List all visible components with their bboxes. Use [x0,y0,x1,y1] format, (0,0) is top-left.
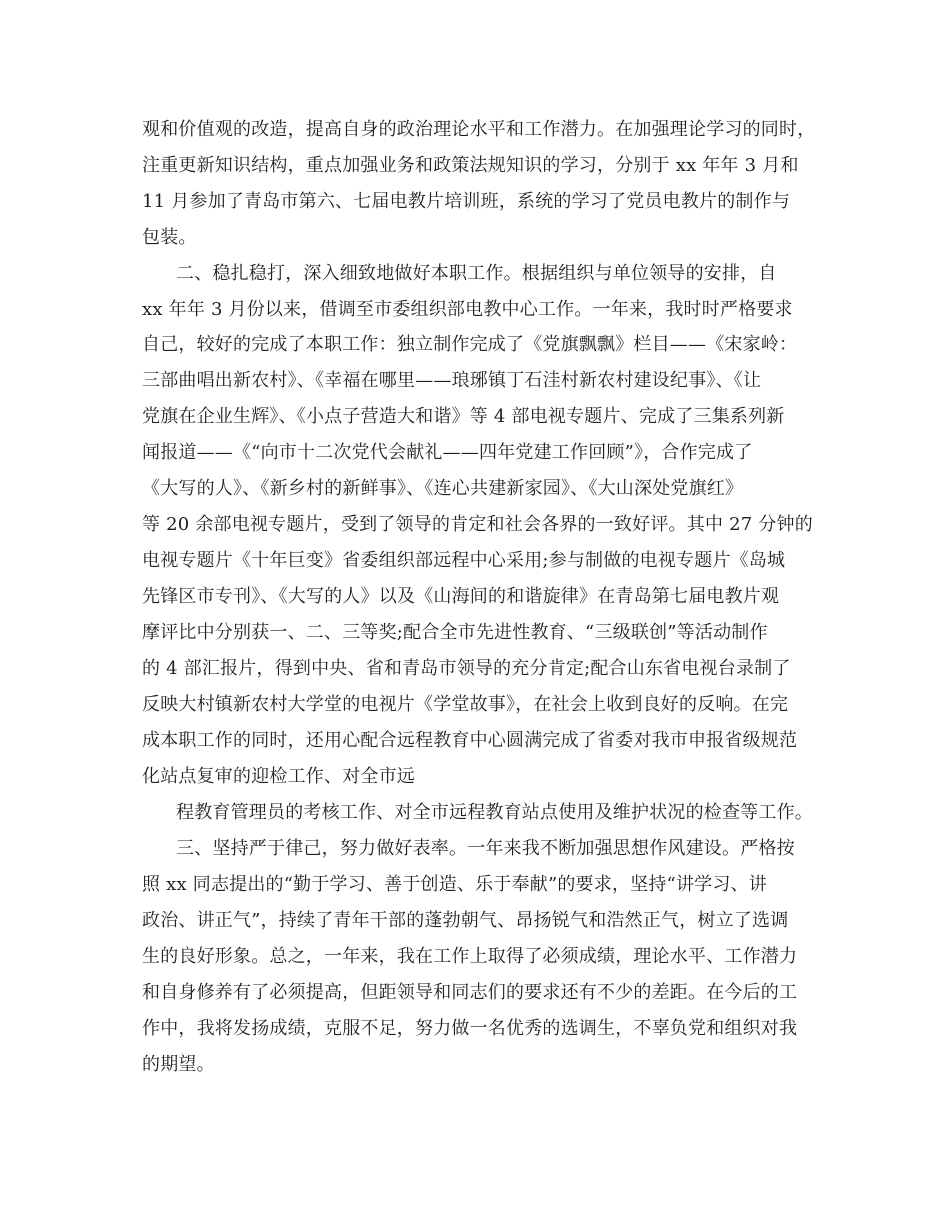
text-line: 和自身修养有了必须提高，但距领导和同志们的要求还有不少的差距。在今后的工 [142,982,798,1003]
text-line: 摩评比中分别获一、二、三等奖;配合全市先进性教育、“三级联创”等活动制作 [142,622,768,643]
paragraph-3-start: 三、坚持严于律己，努力做好表率。一年来我不断加强思想作风建设。严格按 [176,838,795,859]
text-line: 自己，较好的完成了本职工作：独立制作完成了《党旗飘飘》栏目——《宋家岭： [142,334,798,355]
text-line: 程教育管理员的考核工作、对全市远程教育站点使用及维护状况的检查等工作。 [176,802,813,823]
text-line: 闻报道——《“向市十二次党代会献礼——四年党建工作回顾”》，合作完成了 [142,442,753,463]
text-line: 注重更新知识结构，重点加强业务和政策法规知识的学习，分别于 xx 年年 3 月和 [142,155,799,176]
text-line: 政治、讲正气”，持续了青年干部的蓬勃朝气、昂扬锐气和浩然正气，树立了选调 [142,910,789,931]
text-line: 先锋区市专刊》、《大写的人》以及《山海间的和谐旋律》在青岛第七届电教片观 [142,586,780,607]
text-line: 成本职工作的同时，还用心配合远程教育中心圆满完成了省委对我市申报省级规范 [142,730,798,751]
text-line: 电视专题片《十年巨变》省委组织部远程中心采用;参与制做的电视专题片《岛城 [142,550,786,571]
text-line: 《大写的人》、《新乡村的新鲜事》、《连心共建新家园》、《大山深处党旗红》 [142,478,744,499]
text-line: 11 月参加了青岛市第六、七届电教片培训班，系统的学习了党员电教片的制作与 [142,191,791,212]
text-line: 生的良好形象。总之，一年来，我在工作上取得了必须成绩，理论水平、工作潜力 [142,946,798,967]
text-line: 的期望。 [142,1054,215,1075]
text-line: 党旗在企业生辉》、《小点子营造大和谐》等 4 部电视专题片、完成了三集系列新 [142,406,785,427]
text-line: 照 xx 同志提出的“勤于学习、善于创造、乐于奉献”的要求，坚持“讲学习、讲 [142,874,767,895]
text-line: 包装。 [142,227,197,248]
text-line: 作中，我将发扬成绩，克服不足，努力做一名优秀的选调生，不辜负党和组织对我 [142,1018,798,1039]
text-line: 反映大村镇新农村大学堂的电视片《学堂故事》，在社会上收到良好的反响。在完 [142,694,789,715]
text-line: xx 年年 3 月份以来，借调至市委组织部电教中心工作。一年来，我时时严格要求 [142,299,793,320]
text-line: 观和价值观的改造，提高自身的政治理论水平和工作潜力。在加强理论学习的同时， [142,119,816,140]
text-line: 等 20 余部电视专题片，受到了领导的肯定和社会各界的一致好评。其中 27 分钟的 [142,514,813,535]
paragraph-2-start: 二、稳扎稳打，深入细致地做好本职工作。根据组织与单位领导的安排，自 [176,263,777,284]
text-line: 化站点复审的迎检工作、对全市远 [142,766,415,787]
text-line: 三部曲唱出新农村》、《幸福在哪里——琅琊镇丁石洼村新农村建设纪事》、《让 [142,370,762,391]
text-line: 的 4 部汇报片，得到中央、省和青岛市领导的充分肯定;配合山东省电视台录制了 [142,658,791,679]
